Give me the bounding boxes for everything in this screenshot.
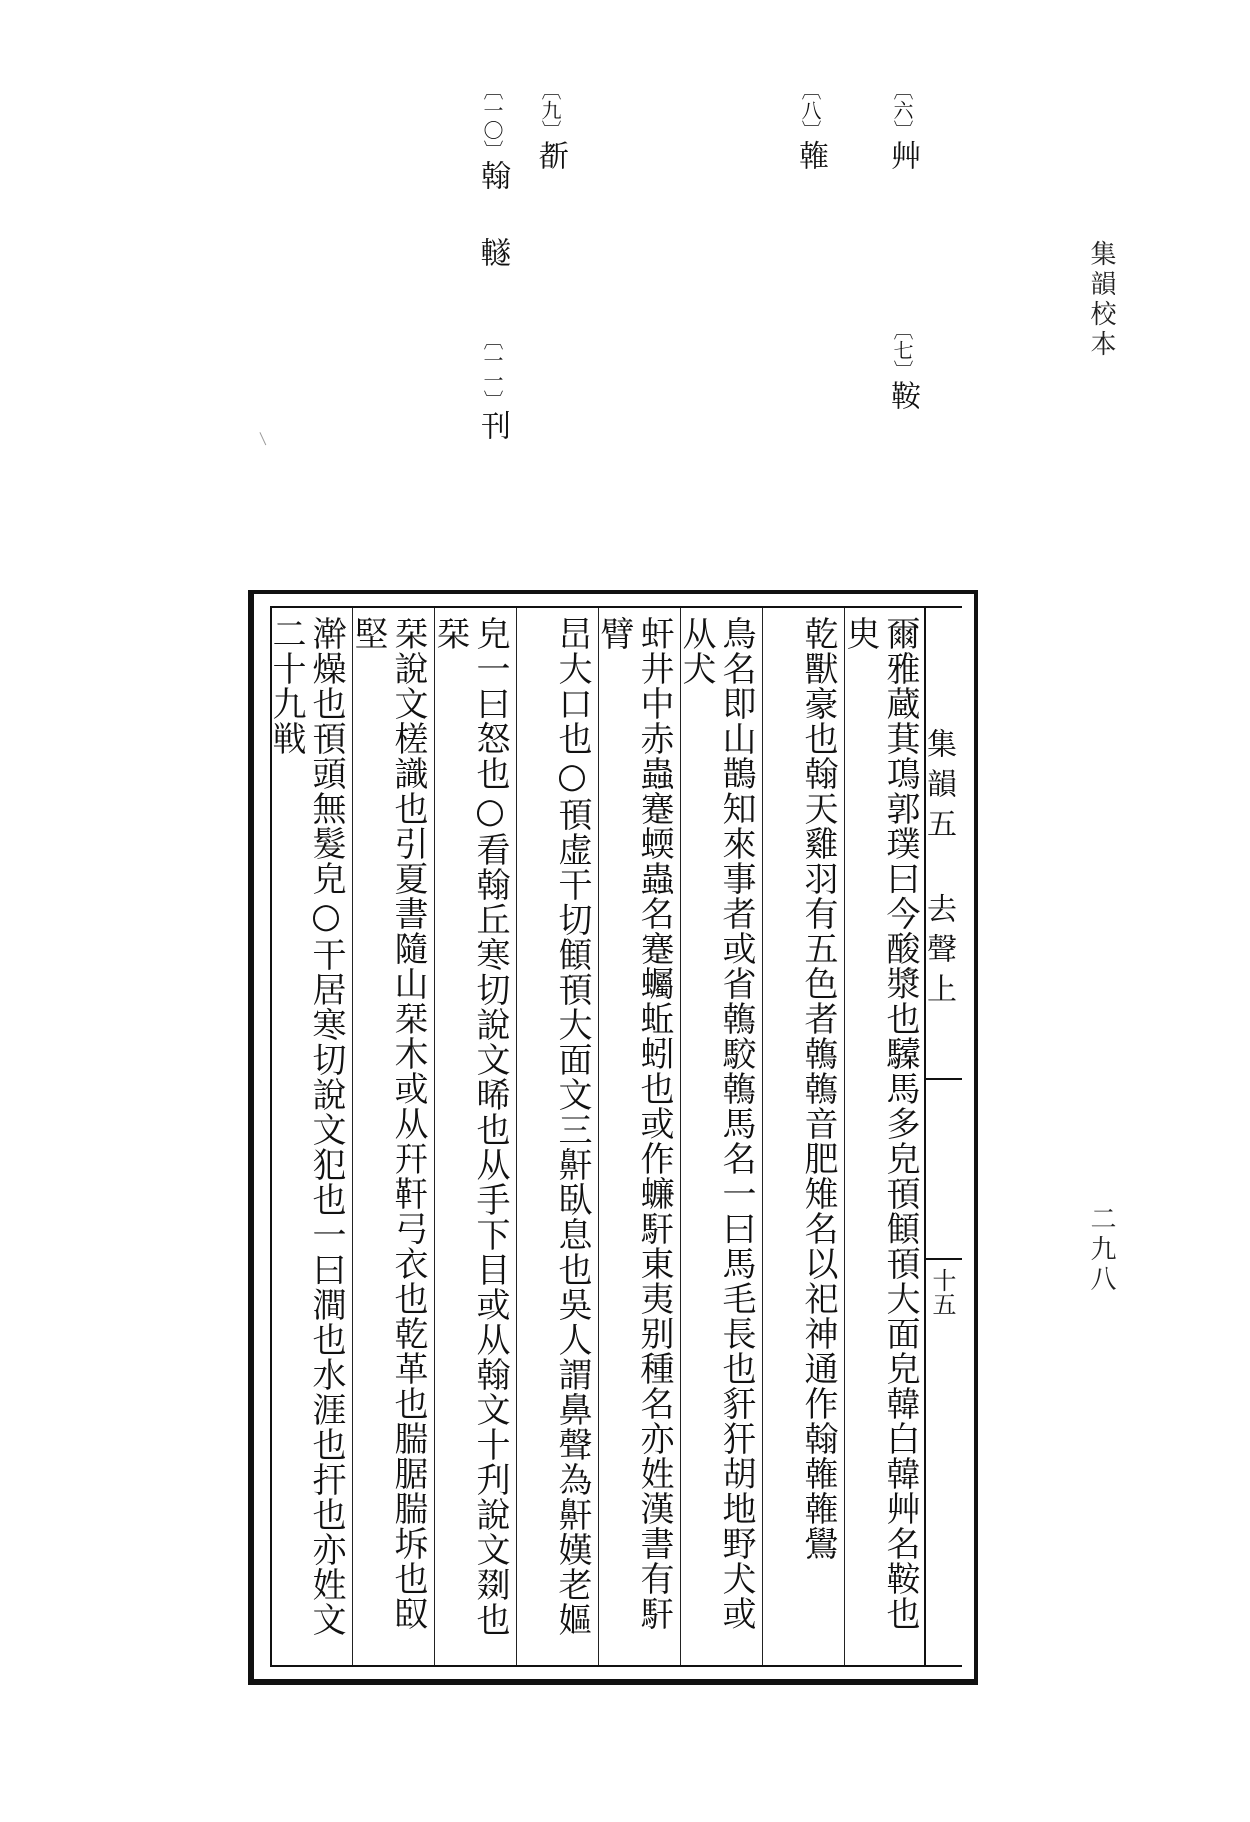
column-text: 栞說文槎識也引夏書隨山栞木或从幵靬弓衣也乾革也腨腒腨坼也臤堅 xyxy=(348,616,428,1631)
banner-rule xyxy=(926,1078,962,1080)
column-text: 乾獸豪也翰天雞羽有五色者鶾鶾音肥雉名以祀神通作翰雗雗鷽 xyxy=(798,616,838,1561)
collation-note-10 xyxy=(470,80,514,273)
note-number: 〔七〕 xyxy=(890,320,914,380)
page-number: 二九八 xyxy=(1086,1205,1116,1295)
folio-number: 十五 xyxy=(928,1268,956,1316)
collation-note-9 xyxy=(528,80,572,176)
column-text: 旵大口也○頇虚干切顀頇大面文三鼾臥息也吳人謂鼻聲為鼾嫨老嫗 xyxy=(552,616,592,1637)
note-number: 〔九〕 xyxy=(538,80,562,140)
text-column xyxy=(594,608,680,1665)
note-text: 鞍 xyxy=(885,380,920,416)
note-number: 〔八〕 xyxy=(798,80,822,140)
text-column xyxy=(266,608,352,1665)
column-text: 鳥名即山鵲知來事者或省鶾駮鶾馬名一曰馬毛長也豻犴胡地野犬或从犬 xyxy=(676,616,756,1631)
collation-note-11 xyxy=(470,330,514,446)
collation-note-6 xyxy=(880,80,924,176)
column-text: 虷井中赤蟲蹇蝡蟲名蹇蠾蚯蚓也或作蠊馯東夷别種名亦姓漢書有馯臂 xyxy=(594,616,674,1631)
column-text: 爾雅蔵萁䲨郭璞曰今酸漿也驝馬多皃頇顀頇大面皃韓白韓艸名鞍也㬰 xyxy=(840,616,920,1631)
book-title: 集韻校本 xyxy=(1086,240,1116,360)
note-text: 雗 xyxy=(793,140,828,176)
text-column xyxy=(676,608,762,1665)
text-column xyxy=(516,608,598,1665)
column-text: 皃一曰怒也○看翰丘寒切說文晞也从手下目或从翰文十刋說文剟也栞 xyxy=(430,616,510,1637)
collation-note-7 xyxy=(880,320,924,416)
banner-title: 集韻五 去聲上 xyxy=(921,728,956,1013)
text-column xyxy=(762,608,844,1665)
text-panel xyxy=(266,606,962,1667)
collation-note-8 xyxy=(788,80,832,176)
text-column xyxy=(348,608,434,1665)
text-column xyxy=(840,608,926,1665)
note-number: 〔一〇〕 xyxy=(480,80,504,160)
text-column xyxy=(430,608,516,1665)
banner-column xyxy=(921,608,962,1665)
note-text: 艸 xyxy=(885,140,920,176)
woodblock-page-frame xyxy=(248,590,978,1685)
note-number: 〔六〕 xyxy=(890,80,914,140)
note-text: 刊 xyxy=(475,410,510,446)
banner-rule xyxy=(926,1258,962,1260)
scan-mark xyxy=(259,429,273,445)
note-number: 〔一一〕 xyxy=(480,330,504,410)
note-text: 斱 xyxy=(533,140,568,176)
note-text: 翰 䡵 xyxy=(475,160,510,273)
column-text: 澣燥也頇頭無髮皃○干居寒切說文犯也一曰澗也水涯也扞也亦姓文二十九戦 xyxy=(266,616,346,1637)
